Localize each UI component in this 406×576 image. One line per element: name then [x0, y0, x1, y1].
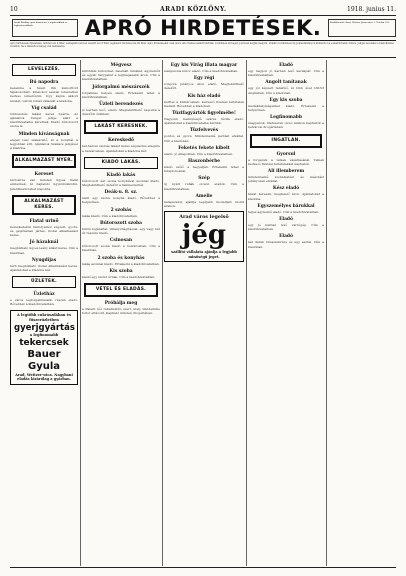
ad-heading: Angolt tanítanak [265, 80, 307, 86]
column-4 [248, 60, 324, 566]
ad-text: bútorozott szoba kiadó a belvárosban. Cím a kiadóban. [82, 244, 160, 253]
ad-heading: Kiadó lakás [106, 172, 136, 178]
ad-text: teljes ágynemű eladó. Cím a kiadóhivatalban. [248, 209, 320, 214]
ad-text: zongora jutányos áron eladó. Megtekinthető délelőtt. [164, 82, 244, 91]
ad-heading: Jó házaknál [29, 240, 59, 246]
display-ad-headline: gyerjgyártás [14, 322, 75, 333]
ad-text: eleget tesz szakácsnő, ki a konyhát a legjobban érti. Ajánlatok Szakács jeligével a kiadóba. [10, 137, 78, 151]
ad-heading: Eladó [279, 63, 293, 68]
ad-heading: Egy kis Virág illata magyar [170, 63, 238, 68]
ad-text: jó karban levő, eladó. Megtekinthető naponta a délelőtti órákban. [82, 108, 160, 117]
ad-text: különféle bútorokat, használt ruhákat, ágyneműt és egyéb tárgyakat a legmagasabb áron. Cím a kiadóhivatalban. [82, 69, 160, 82]
ad-text: pontos és gyors. Mindennemű javítást elvállal. Cím a kiadóban. [164, 134, 244, 143]
ad-heading: Minden kívánságnak [18, 131, 70, 137]
ad-heading: Fiatal urinő [29, 218, 59, 224]
ad-text: férfi megbízható irodai alkalmazást keres. Ajánlatokat a kiadóba kér. [10, 263, 78, 273]
column-divider [162, 60, 163, 566]
ad-heading: 2 szoba és konyhás [97, 255, 145, 261]
section-box-uzletek: ÜZLETEK. [12, 276, 76, 288]
ad-heading: Csinosan [109, 238, 133, 244]
ad-text: egy nagyon jó karban levő kerékpár. Cím a kiadóhivatalban. [248, 69, 324, 78]
page-number: 10 [10, 6, 18, 13]
ad-text: szappanok, illatszerek olcsó árakon kaphatók a belvárosi drogériában. [248, 121, 324, 130]
section-box-lakast-keresnek: LAKÁST KERESNEK. [84, 120, 158, 134]
ad-heading: Kis ház eladó [187, 93, 221, 99]
ad-heading: Bútorozott szoba [100, 220, 142, 226]
display-ad-jeg [164, 211, 244, 262]
column-2 [82, 60, 160, 566]
ad-text: biztosítva van minden ügyes fiatal embernek, ki hajlandó ügynökösködni. Jelentkezni lehet naponta. [10, 178, 78, 191]
ad-heading: Jóforgalmú mészárszék [92, 84, 150, 90]
ad-text: a város legforgalmasabb részén eladó. Bővebbet a kiadóhivatalban. [10, 298, 78, 307]
masthead-rule [10, 40, 396, 41]
left-info-box: Aradi Közlöny apró hirdetései a legolcsóbbak és leghatásosabbak. [12, 19, 78, 37]
ad-heading: Tüzifagyártók figyelmébe! [172, 111, 236, 117]
ad-text: egy jó karban levő varrógép. Cím a kiadóhivatalban. [248, 223, 324, 232]
ad-text: kalapszalon ajánlja legújabb modelljeit szolid árakon. [164, 199, 244, 209]
rates-fine-print: Apró hirdetések díjszabása: minden szó 4 fillér, vastagabb betűvel szedett szó 8 fillér, legkisebb hirdetés ára 60 fillér. Apró hirdetéseket csak előre való fizetés mellett közlünk. A hirdetés szövegét pontosan kérjük megírni. Vidékről a hirdetési díj postautalványon küldendő be a kiadóhivatal címére. Jeligés leveleket a kiadóhivatal továbbít, ha a válaszhoz bélyeg van mellékelve. [10, 42, 394, 49]
page-header [10, 6, 396, 14]
ad-text: alatt egy szoba konyha kiadó. Bővebbet a helyszínen. [82, 196, 160, 205]
ad-heading: Eladó [279, 234, 293, 240]
ad-heading: Egy régi [193, 76, 215, 82]
ad-heading: Feketés fekete kibelt [178, 145, 230, 151]
column-1 [10, 60, 78, 566]
ad-text: külön bejárattal, villanyvilágítással, egy vagy két úr részére kiadó. [82, 226, 160, 236]
columns-top-rule [10, 57, 396, 58]
display-ad-line: A legtöbb cukrászdában és fűszerüzletben [17, 312, 71, 322]
display-ad-line: a legfinomabb [29, 332, 59, 337]
section-box-kiado-lakas: KIADÓ LAKÁS. [84, 157, 158, 169]
ad-heading: Deák-u. 8. sz. [104, 190, 138, 196]
ad-heading: Eladó [279, 217, 293, 223]
ad-heading: Tüzfelvevés [189, 128, 219, 134]
ad-heading: Próbálja meg [104, 301, 138, 307]
ad-heading: Amelie [195, 193, 213, 199]
section-box-vetel-es-eladas: VÉTEL ÉS ELADÁS. [84, 283, 158, 297]
ad-text: bútorozott két szoba konyhával azonnal kiadó. Megtekinthető délelőtt a házmesternél. [82, 178, 160, 188]
ad-heading: Üzleti berendezés [99, 102, 143, 108]
page-bottom-rule [10, 567, 396, 568]
ad-heading: Haszonbérbe [187, 159, 221, 165]
right-info-box: Kiadóhivatal: Arad, Weitzer János-utca 1. Telefon 311. [328, 19, 396, 37]
ad-text: eladó, jó állapotban. Cím a kiadóhivatalban. [164, 151, 233, 156]
ad-heading: Kereskedő [108, 138, 134, 144]
display-ad-brand: Bauer Gyula [27, 348, 61, 372]
section-box-alkalmazast-keres: ALKALMAZÁST KERES. [12, 195, 76, 215]
section-box-levelezes: LEVELEZÉS. [12, 64, 76, 76]
ad-text: forgalmas helyen eladó. Értekezni lehet a kiadóhivatalban. [82, 90, 160, 99]
ad-heading: Bú napodra [29, 80, 59, 85]
display-ad-headline: jég [181, 220, 227, 251]
ad-text: kiadó egy szolid úrnak. Cím a kiadóhivatalban. [82, 274, 156, 279]
section-box-alkalmazast-nyer: ALKALMAZÁST NYER. [12, 154, 76, 168]
ad-text: megbízható ügyes leány állást keres. Cím a kiadóban. [10, 246, 78, 255]
column-3 [164, 60, 244, 566]
ad-text: kezembe a Szent Ilik kisborított tájékozódást, kilenckor esetén ismeretlen kedves ismerősöm. Úgy kapta akkori levelét, várom ismét válaszát a kiadóba. [10, 86, 78, 103]
column-divider [246, 60, 247, 566]
ad-heading: Egyszemélyes bárukkal [257, 203, 315, 209]
ad-heading: Víg család [31, 105, 57, 111]
display-ad-line: Arad város legelső [179, 214, 229, 221]
ad-heading: Kis szoba [109, 268, 133, 274]
ad-heading: Gyorsul [276, 151, 296, 157]
column-divider [326, 60, 327, 566]
ad-text: a forgalom a telkek vásárlásánál. Telkek kedvező fizetési feltételekkel kaphatók. [248, 157, 324, 166]
ad-text: lakás kiadó. Cím a kiadóhivatalban. [82, 213, 138, 218]
ad-text: új nyári ruhák olcsón eladók. Cím a kiadóhivatalban. [164, 182, 244, 191]
display-ad-headline: tekercsek [19, 337, 69, 348]
ad-text: a Patent női ruhatisztító szert, mely mindenféle foltot eltávolít. Kapható minden drogériában. [82, 307, 160, 316]
ad-text: lakás azonnal kiadó. Értekezni a kiadóhivatalban. [82, 261, 160, 266]
ad-heading: Mégvesz [110, 63, 132, 68]
ad-heading: Egy kis szoba [269, 97, 303, 103]
section-box-ingatlan: INGATLAN. [250, 134, 322, 148]
ad-heading: 2 szobás [110, 207, 132, 213]
display-ad-bauer [10, 310, 78, 385]
ad-text: kiadó szőlő a hegyalján. Értekezni lehet a tulajdonosnál. [164, 165, 244, 174]
ad-text: két-három szobás lakást keres augusztus elsejére a belvárosban. Ajánlatokat a kiadóba kér. [82, 144, 160, 153]
ad-heading: Kész eladó [272, 186, 300, 192]
newspaper-title: ARADI KÖZLÖNY. [160, 6, 227, 13]
ad-text: többszobás lakást keres nyárra. Az ajánlatok Tenger jelige alatt a kiadóhivatalba kéretnek. Kiadó bútorozott szoba is. [10, 111, 78, 129]
ad-text: Nagyobb mennyiségű száraz tűzifa eladó. Ajánlatokat a kiadóhivatalba kérünk. [164, 117, 244, 126]
display-ad-line: szállító vállalata ajánlja a legjobb minőségű jeget. [171, 250, 237, 259]
ad-heading: Legfinomabb [270, 115, 302, 121]
ad-text: házat keresek, megfelelő áron. Ajánlatokat a kiadóba. [248, 192, 324, 201]
ad-text: leányszoba bútor eladó. Cím a kiadóhivatalban. [164, 69, 239, 73]
ad-heading: Szép [198, 176, 210, 182]
ad-heading: Nyugdíjas [31, 257, 57, 263]
column-divider [80, 60, 81, 566]
ad-text: mindennemű szobafestést és mázolást jutányosan elvállal. [248, 175, 324, 184]
issue-date: 1918. junius 11. [347, 6, 396, 13]
ad-text: kerttel a külvárosban, kedvező fizetési feltételek mellett. Bővebbet a kiadóban. [164, 99, 244, 108]
display-ad-address: Arad, Weitzer-utca. Nagybani eladás kizárólag a gyárban. [15, 372, 73, 382]
ad-text: kereskedelmi tanfolyamot végzett, gyors- és gépírásban jártas, irodai alkalmazást keres. [10, 224, 78, 238]
ad-text: egy jól képzett tanárnő, ki több évet töltött Angliában. Cím a kiadóban. [248, 86, 324, 95]
ad-text: két darab ruhaszekrény és egy asztal. Cím a kiadóban. [248, 240, 324, 249]
ad-heading: Kereset [34, 172, 54, 178]
ad-text: mellékhelyiségekkel kiadó. Értekezni a helyszínen. [248, 103, 324, 113]
section-masthead: APRÓ HIRDETÉSEK. [84, 16, 322, 40]
ad-heading: Üzletház [33, 292, 55, 298]
ad-heading: Ali illemberem [267, 169, 305, 175]
